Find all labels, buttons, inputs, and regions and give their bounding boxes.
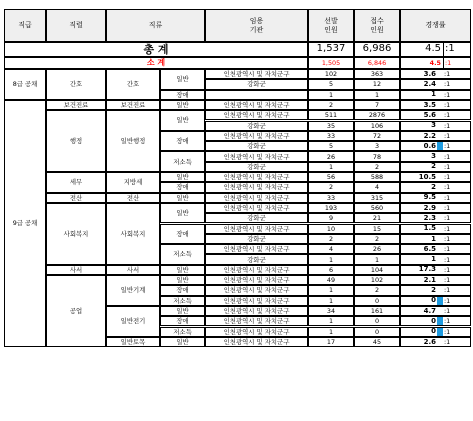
selected-cell: 10 xyxy=(308,224,354,234)
category-disabled: 장애 xyxy=(160,90,205,100)
selected-cell: 49 xyxy=(308,275,354,285)
ratio-value: 3.6 xyxy=(400,69,437,79)
selected-cell: 9 xyxy=(308,213,354,223)
ratio-suffix: :1 xyxy=(443,327,471,337)
ratio-value: 17.3 xyxy=(400,265,437,275)
grade-8: 8급 공채 xyxy=(4,69,46,100)
applied-cell: 588 xyxy=(354,172,400,182)
selected-cell: 1 xyxy=(308,90,354,100)
ratio-value: 0 xyxy=(400,296,437,306)
jikryeol-nursing: 간호 xyxy=(46,69,106,100)
selected-cell: 2 xyxy=(308,100,354,110)
header-jikgeup: 직급 xyxy=(4,9,46,42)
applied-cell: 45 xyxy=(354,337,400,347)
agency-cell: 강화군 xyxy=(205,234,308,244)
category-general: 일반 xyxy=(160,172,205,182)
jikryeol-admin: 행정 xyxy=(46,110,106,172)
ratio-suffix: :1 xyxy=(443,265,471,275)
ratio-suffix: :1 xyxy=(443,172,471,182)
ratio-value: 0 xyxy=(400,316,437,326)
selected-cell: 26 xyxy=(308,151,354,161)
agency-cell: 인천광역시 및 자치군구 xyxy=(205,69,308,79)
agency-cell: 인천광역시 및 자치군구 xyxy=(205,285,308,295)
category-disabled: 장애 xyxy=(160,316,205,326)
agency-cell: 인천광역시 및 자치군구 xyxy=(205,306,308,316)
ratio-suffix: :1 xyxy=(443,79,471,89)
agency-cell: 인천광역시 및 자치군구 xyxy=(205,193,308,203)
agency-cell: 인천광역시 및 자치군구 xyxy=(205,316,308,326)
ratio-suffix: :1 xyxy=(443,193,471,203)
selected-cell: 56 xyxy=(308,172,354,182)
category-general: 일반 xyxy=(160,275,205,285)
subtotal-applied: 6,846 xyxy=(354,57,400,69)
ratio-value: 2.1 xyxy=(400,275,437,285)
category-general: 일반 xyxy=(160,306,205,316)
applied-cell: 102 xyxy=(354,275,400,285)
category-disabled: 장애 xyxy=(160,224,205,245)
jikryu-mechanical: 일반기계 xyxy=(106,275,160,306)
agency-cell: 인천광역시 및 자치군구 xyxy=(205,265,308,275)
applied-cell: 315 xyxy=(354,193,400,203)
jikryu-nursing: 간호 xyxy=(106,69,160,100)
jikryu-civil: 일반토목 xyxy=(106,337,160,347)
applied-cell: 72 xyxy=(354,131,400,141)
ratio-suffix: :1 xyxy=(443,254,471,264)
ratio-value: 5.6 xyxy=(400,110,437,120)
ratio-value: 3 xyxy=(400,121,437,131)
jikryu-electrical: 일반전기 xyxy=(106,306,160,337)
applied-cell: 2876 xyxy=(354,110,400,120)
agency-cell: 강화군 xyxy=(205,162,308,172)
applied-cell: 0 xyxy=(354,327,400,337)
ratio-suffix: :1 xyxy=(443,121,471,131)
applied-cell: 1 xyxy=(354,254,400,264)
category-low-income: 저소득 xyxy=(160,327,205,337)
ratio-suffix: :1 xyxy=(443,110,471,120)
category-low-income: 저소득 xyxy=(160,151,205,172)
ratio-value: 2 xyxy=(400,182,437,192)
ratio-value: 10.5 xyxy=(400,172,437,182)
selected-cell: 511 xyxy=(308,110,354,120)
applied-cell: 2 xyxy=(354,285,400,295)
jikryu-librarian: 사서 xyxy=(106,265,160,275)
applied-cell: 7 xyxy=(354,100,400,110)
jikryu-welfare: 사회복지 xyxy=(106,203,160,265)
selected-cell: 1 xyxy=(308,327,354,337)
jikryu-health: 보건진료 xyxy=(106,100,160,110)
category-general: 일반 xyxy=(160,265,205,275)
ratio-suffix: :1 xyxy=(443,244,471,254)
category-disabled: 장애 xyxy=(160,131,205,152)
applied-cell: 3 xyxy=(354,141,400,151)
ratio-value: 0.6 xyxy=(400,141,437,151)
selected-cell: 1 xyxy=(308,254,354,264)
ratio-value: 4.7 xyxy=(400,306,437,316)
grand-total-ratio: 4.5 xyxy=(400,42,443,57)
ratio-suffix: :1 xyxy=(443,162,471,172)
jikryeol-engineering: 공업 xyxy=(46,275,106,347)
jikryu-it: 전산 xyxy=(106,193,160,203)
agency-cell: 인천광역시 및 자치군구 xyxy=(205,151,308,161)
ratio-suffix: :1 xyxy=(443,296,471,306)
applied-cell: 0 xyxy=(354,316,400,326)
applied-cell: 21 xyxy=(354,213,400,223)
agency-cell: 인천광역시 및 자치군구 xyxy=(205,224,308,234)
ratio-suffix: :1 xyxy=(443,337,471,347)
ratio-suffix: :1 xyxy=(443,234,471,244)
selected-cell: 1 xyxy=(308,162,354,172)
selected-cell: 35 xyxy=(308,121,354,131)
selected-cell: 17 xyxy=(308,337,354,347)
ratio-suffix: :1 xyxy=(443,224,471,234)
agency-cell: 인천광역시 및 자치군구 xyxy=(205,172,308,182)
ratio-value: 2.2 xyxy=(400,131,437,141)
agency-cell: 인천광역시 및 자치군구 xyxy=(205,244,308,254)
grade-9: 9급 공채 xyxy=(4,100,46,347)
ratio-suffix: :1 xyxy=(443,213,471,223)
applied-cell: 78 xyxy=(354,151,400,161)
ratio-value: 2.9 xyxy=(400,203,437,213)
ratio-value: 1.5 xyxy=(400,224,437,234)
applied-cell: 12 xyxy=(354,79,400,89)
grand-total-label: 총 계 xyxy=(4,42,308,57)
category-general: 일반 xyxy=(160,193,205,203)
ratio-suffix: :1 xyxy=(443,316,471,326)
subtotal-selected: 1,505 xyxy=(308,57,354,69)
ratio-suffix: :1 xyxy=(443,275,471,285)
category-general: 일반 xyxy=(160,203,205,224)
selected-cell: 193 xyxy=(308,203,354,213)
ratio-suffix: :1 xyxy=(443,306,471,316)
agency-cell: 인천광역시 및 자치군구 xyxy=(205,203,308,213)
ratio-suffix: :1 xyxy=(443,151,471,161)
selected-cell: 2 xyxy=(308,182,354,192)
category-general: 일반 xyxy=(160,69,205,90)
selected-cell: 6 xyxy=(308,265,354,275)
agency-cell: 강화군 xyxy=(205,254,308,264)
category-general: 일반 xyxy=(160,110,205,131)
subtotal-ratio-suffix: :1 xyxy=(443,57,471,69)
agency-cell: 인천광역시 및 자치군구 xyxy=(205,182,308,192)
selected-cell: 1 xyxy=(308,316,354,326)
agency-cell xyxy=(205,90,308,100)
applied-cell: 2 xyxy=(354,234,400,244)
ratio-value: 2 xyxy=(400,285,437,295)
category-general: 일반 xyxy=(160,100,205,110)
header-jikryeol: 직렬 xyxy=(46,9,106,42)
ratio-value: 1 xyxy=(400,90,437,100)
selected-cell: 1 xyxy=(308,296,354,306)
ratio-suffix: :1 xyxy=(443,69,471,79)
category-general: 일반 xyxy=(160,337,205,347)
applied-cell: 363 xyxy=(354,69,400,79)
agency-cell: 강화군 xyxy=(205,121,308,131)
subtotal-ratio: 4.5 xyxy=(400,57,443,69)
ratio-suffix: :1 xyxy=(443,182,471,192)
category-low-income: 저소득 xyxy=(160,244,205,265)
ratio-suffix: :1 xyxy=(443,141,471,151)
jikryeol-welfare: 사회복지 xyxy=(46,203,106,265)
agency-cell: 강화군 xyxy=(205,141,308,151)
jikryu-local-tax: 지방세 xyxy=(106,172,160,193)
applied-cell: 15 xyxy=(354,224,400,234)
grand-total-ratio-suffix: :1 xyxy=(443,42,471,57)
selected-cell: 5 xyxy=(308,79,354,89)
ratio-suffix: :1 xyxy=(443,203,471,213)
ratio-value: 3 xyxy=(400,151,437,161)
jikryeol-health: 보건진료 xyxy=(46,100,106,110)
agency-cell: 강화군 xyxy=(205,79,308,89)
agency-cell: 인천광역시 및 자치군구 xyxy=(205,131,308,141)
ratio-value: 0 xyxy=(400,327,437,337)
ratio-suffix: :1 xyxy=(443,100,471,110)
selected-cell: 2 xyxy=(308,234,354,244)
selected-cell: 33 xyxy=(308,193,354,203)
ratio-suffix: :1 xyxy=(443,285,471,295)
ratio-value: 2.3 xyxy=(400,213,437,223)
agency-cell: 인천광역시 및 자치군구 xyxy=(205,337,308,347)
header-jikryu: 직류 xyxy=(106,9,205,42)
header-applied: 접수 인원 xyxy=(354,9,400,42)
ratio-value: 2 xyxy=(400,162,437,172)
selected-cell: 102 xyxy=(308,69,354,79)
applied-cell: 161 xyxy=(354,306,400,316)
agency-cell: 인천광역시 및 자치군구 xyxy=(205,327,308,337)
ratio-value: 1 xyxy=(400,234,437,244)
selected-cell: 33 xyxy=(308,131,354,141)
ratio-value: 1 xyxy=(400,254,437,264)
grand-total-applied: 6,986 xyxy=(354,42,400,57)
applied-cell: 4 xyxy=(354,182,400,192)
category-disabled: 장애 xyxy=(160,182,205,192)
agency-cell: 인천광역시 및 자치군구 xyxy=(205,110,308,120)
agency-cell: 인천광역시 및 자치군구 xyxy=(205,100,308,110)
jikryu-general-admin: 일반행정 xyxy=(106,110,160,172)
selected-cell: 34 xyxy=(308,306,354,316)
selected-cell: 4 xyxy=(308,244,354,254)
category-disabled: 장애 xyxy=(160,285,205,295)
selected-cell: 5 xyxy=(308,141,354,151)
applied-cell: 1 xyxy=(354,90,400,100)
ratio-value: 2.4 xyxy=(400,79,437,89)
agency-cell: 인천광역시 및 자치군구 xyxy=(205,275,308,285)
applied-cell: 2 xyxy=(354,162,400,172)
selected-cell: 1 xyxy=(308,285,354,295)
jikryeol-tax: 세무 xyxy=(46,172,106,193)
ratio-value: 3.5 xyxy=(400,100,437,110)
header-selected: 선발 인원 xyxy=(308,9,354,42)
ratio-value: 6.5 xyxy=(400,244,437,254)
jikryeol-it: 전산 xyxy=(46,193,106,203)
applied-cell: 106 xyxy=(354,121,400,131)
category-low-income: 저소득 xyxy=(160,296,205,306)
ratio-value: 2.6 xyxy=(400,337,437,347)
grand-total-selected: 1,537 xyxy=(308,42,354,57)
applied-cell: 104 xyxy=(354,265,400,275)
header-ratio: 경쟁률 xyxy=(400,9,471,42)
agency-cell: 강화군 xyxy=(205,213,308,223)
applied-cell: 26 xyxy=(354,244,400,254)
subtotal-label: 소 계 xyxy=(4,57,308,69)
ratio-suffix: :1 xyxy=(443,131,471,141)
agency-cell: 인천광역시 및 자치군구 xyxy=(205,296,308,306)
ratio-value: 9.5 xyxy=(400,193,437,203)
ratio-suffix: :1 xyxy=(443,90,471,100)
jikryeol-librarian: 사서 xyxy=(46,265,106,275)
applied-cell: 0 xyxy=(354,296,400,306)
applied-cell: 560 xyxy=(354,203,400,213)
header-agency: 임용 기관 xyxy=(205,9,308,42)
